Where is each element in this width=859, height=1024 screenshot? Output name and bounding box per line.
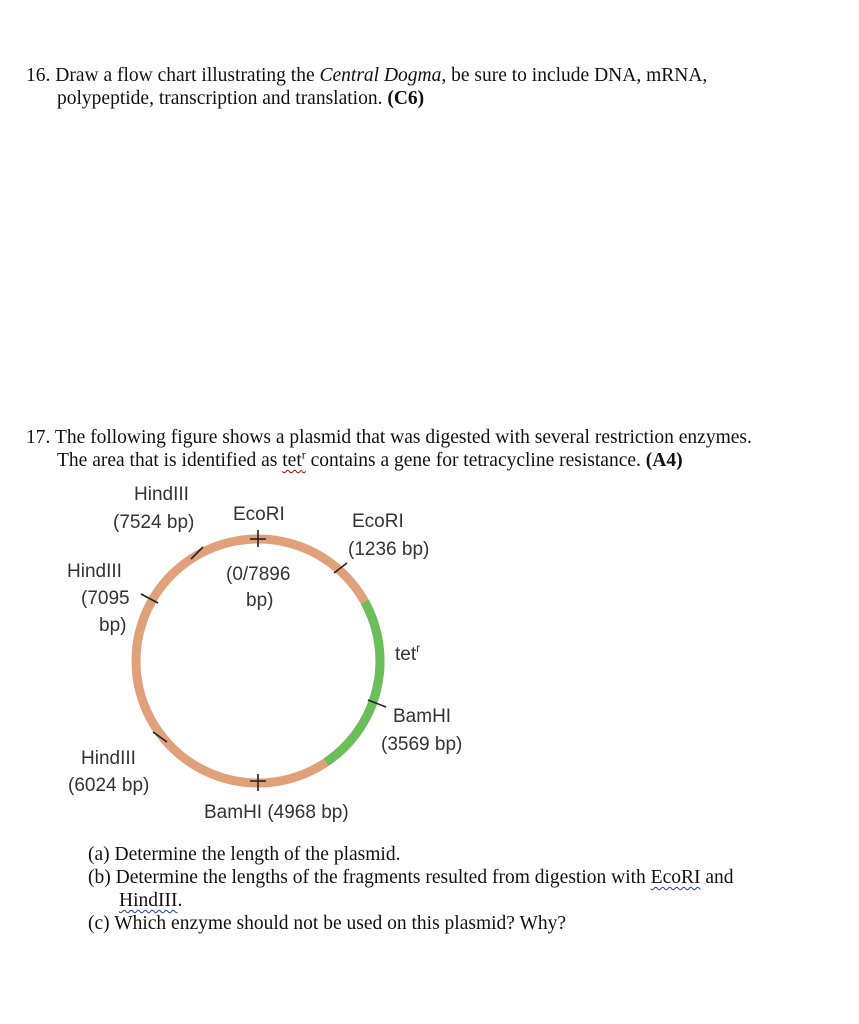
question-17-text-after: contains a gene for tetracycline resistance. bbox=[305, 450, 641, 471]
label-tet-text: tet bbox=[395, 644, 417, 665]
label-hindiii-7095-name: HindIII bbox=[67, 561, 122, 582]
label-tet-region bbox=[395, 641, 420, 665]
tet-text: tet bbox=[282, 450, 302, 471]
label-bamhi-3569-pos: (3569 bp) bbox=[381, 734, 463, 755]
subquestion-b-ecori: EcoRI bbox=[650, 867, 701, 888]
question-17-text-line1: The following figure shows a plasmid that was digested with several restriction enzymes. bbox=[54, 427, 752, 448]
question-16-number: 16. bbox=[26, 65, 51, 86]
label-ecori-origin-1: (0/7896 bbox=[226, 564, 291, 585]
label-hindiii-7524-pos: (7524 bp) bbox=[113, 512, 195, 533]
subquestion-b-continued bbox=[88, 889, 734, 912]
subquestion-c bbox=[88, 912, 734, 935]
question-17-code: (A4) bbox=[645, 450, 683, 471]
label-hindiii-7524-name: HindIII bbox=[134, 484, 189, 505]
label-hindiii-6024-pos: (6024 bp) bbox=[68, 775, 150, 796]
label-hindiii-7095-pos-1: (7095 bbox=[81, 588, 130, 609]
subquestion-c-label: (c) bbox=[88, 913, 110, 934]
question-16-text-after: , be sure to include DNA, mRNA, bbox=[441, 65, 708, 86]
label-tet-sup: r bbox=[416, 641, 421, 655]
question-17-text-before: The area that is identified as bbox=[57, 450, 283, 471]
subquestion-b bbox=[88, 866, 734, 889]
question-16-text-before: Draw a flow chart illustrating the bbox=[55, 65, 320, 86]
subquestion-b-hindiii: HindIII bbox=[119, 890, 178, 911]
label-bamhi-4968: BamHI (4968 bp) bbox=[204, 802, 349, 823]
label-ecori-1236-name: EcoRI bbox=[352, 511, 404, 532]
question-16-code: (C6) bbox=[387, 88, 425, 109]
question-17-subquestions bbox=[88, 843, 734, 935]
subquestion-a-text: Determine the length of the plasmid. bbox=[114, 844, 401, 865]
question-17-number: 17. bbox=[26, 427, 51, 448]
subquestion-b-text: Determine the lengths of the fragments resulted from digestion with bbox=[115, 867, 651, 888]
subquestion-b-and: and bbox=[700, 867, 734, 888]
subquestion-a bbox=[88, 843, 734, 866]
label-bamhi-3569-name: BamHI bbox=[393, 706, 452, 727]
label-ecori-top-name: EcoRI bbox=[233, 504, 285, 525]
label-ecori-1236-pos: (1236 bp) bbox=[348, 539, 430, 560]
subquestion-a-label: (a) bbox=[88, 844, 110, 865]
label-hindiii-7095-pos-2: bp) bbox=[99, 615, 127, 636]
central-dogma-term: Central Dogma bbox=[319, 65, 442, 86]
subquestion-b-period: . bbox=[177, 890, 183, 911]
subquestion-b-label: (b) bbox=[88, 867, 111, 888]
label-hindiii-6024-name: HindIII bbox=[81, 748, 136, 769]
label-ecori-origin-2: bp) bbox=[246, 590, 274, 611]
tet-superscript: r bbox=[301, 447, 306, 462]
subquestion-c-text: Which enzyme should not be used on this plasmid? Why? bbox=[114, 913, 567, 934]
tet-region-arc bbox=[326, 602, 380, 762]
question-16-text-line2: polypeptide, transcription and translation. bbox=[57, 88, 383, 109]
